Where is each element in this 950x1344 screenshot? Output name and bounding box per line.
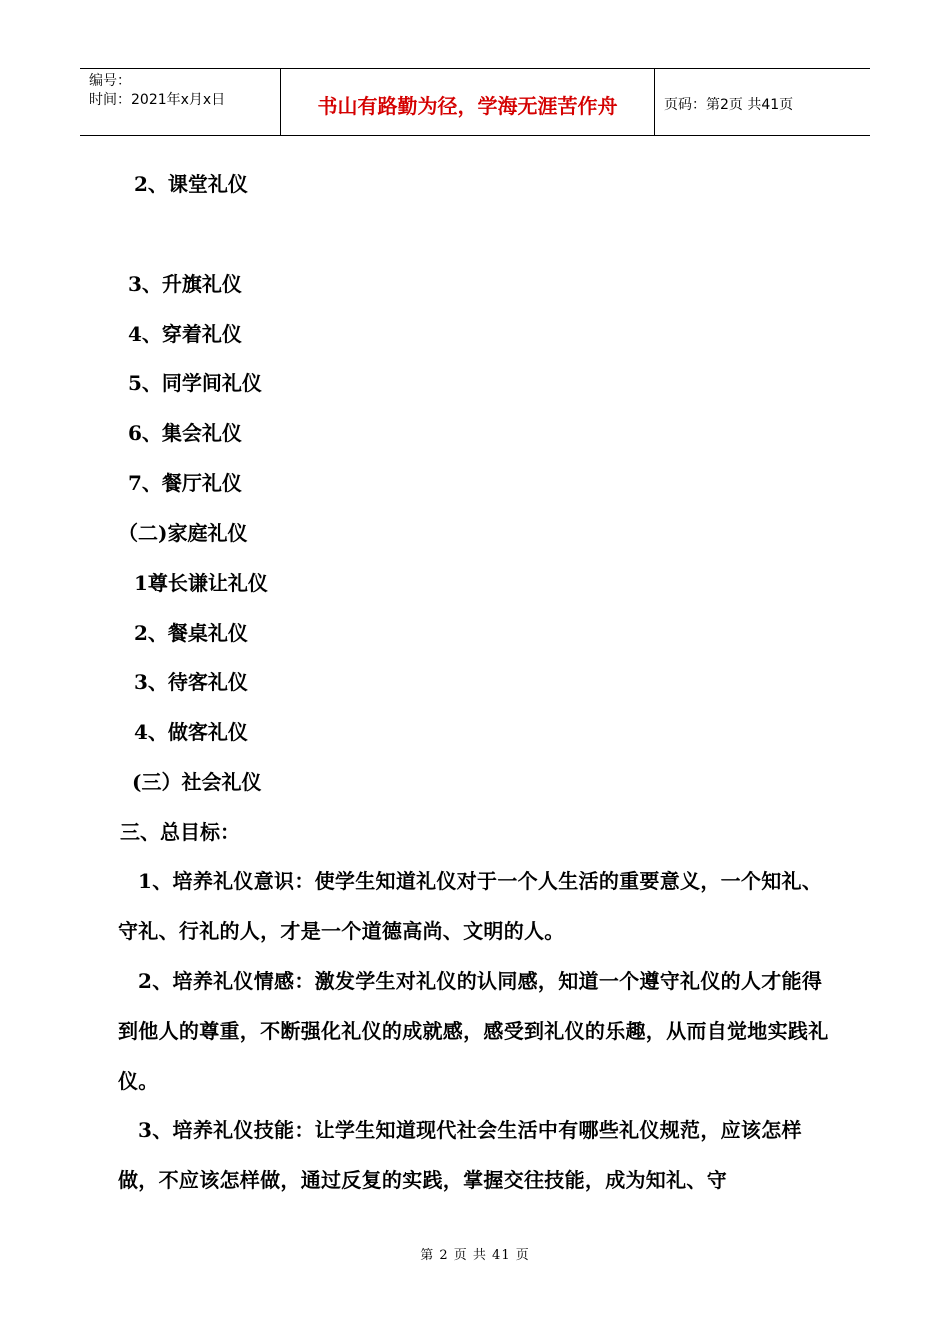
item-classroom-etiquette: 2、课堂礼仪 bbox=[134, 172, 248, 196]
section-social-etiquette: (三）社会礼仪 bbox=[132, 770, 262, 794]
goal-paragraph-skills: 3、培养礼仪技能：让学生知道现代社会生活中有哪些礼仪规范，应该怎样做，不应该怎样做，通过反复的实践，掌握交往技能，成为知礼、守 bbox=[118, 1118, 802, 1192]
page-header bbox=[80, 68, 870, 136]
header-meta bbox=[80, 69, 281, 135]
section-overall-goals: 三、总目标： bbox=[120, 820, 240, 844]
header-motto: 书山有路勤为径，学海无涯苦作舟 bbox=[281, 69, 655, 135]
header-page-info: 页码：第2页 共41页 bbox=[664, 97, 794, 113]
page-footer: 第 2 页 共 41 页 bbox=[420, 1248, 530, 1263]
item-hosting-etiquette: 3、待客礼仪 bbox=[134, 670, 248, 694]
goal-paragraph-emotion: 2、培养礼仪情感：激发学生对礼仪的认同感，知道一个遵守礼仪的人才能得到他人的尊重，不断强化礼仪的成就感，感受到礼仪的乐趣，从而自觉地实践礼仪。 bbox=[118, 969, 829, 1093]
item-elder-respect-etiquette: 1尊长谦让礼仪 bbox=[134, 571, 268, 595]
document-time-label: 时间：2021年x月x日 bbox=[89, 92, 226, 108]
item-dress-etiquette: 4、穿着礼仪 bbox=[128, 322, 242, 346]
item-assembly-etiquette: 6、集会礼仪 bbox=[128, 421, 242, 445]
item-dining-table-etiquette: 2、餐桌礼仪 bbox=[134, 621, 248, 645]
document-number-label: 编号： bbox=[89, 73, 131, 89]
item-classmate-etiquette: 5、同学间礼仪 bbox=[128, 371, 262, 395]
goal-paragraph-awareness: 1、培养礼仪意识：使学生知道礼仪对于一个人生活的重要意义，一个知礼、守礼、行礼的人，才是一个道德高尚、文明的人。 bbox=[118, 869, 823, 943]
item-visiting-etiquette: 4、做客礼仪 bbox=[134, 720, 248, 744]
section-family-etiquette: （二)家庭礼仪 bbox=[118, 521, 248, 545]
item-flag-raising-etiquette: 3、升旗礼仪 bbox=[128, 272, 242, 296]
item-canteen-etiquette: 7、餐厅礼仪 bbox=[128, 471, 242, 495]
